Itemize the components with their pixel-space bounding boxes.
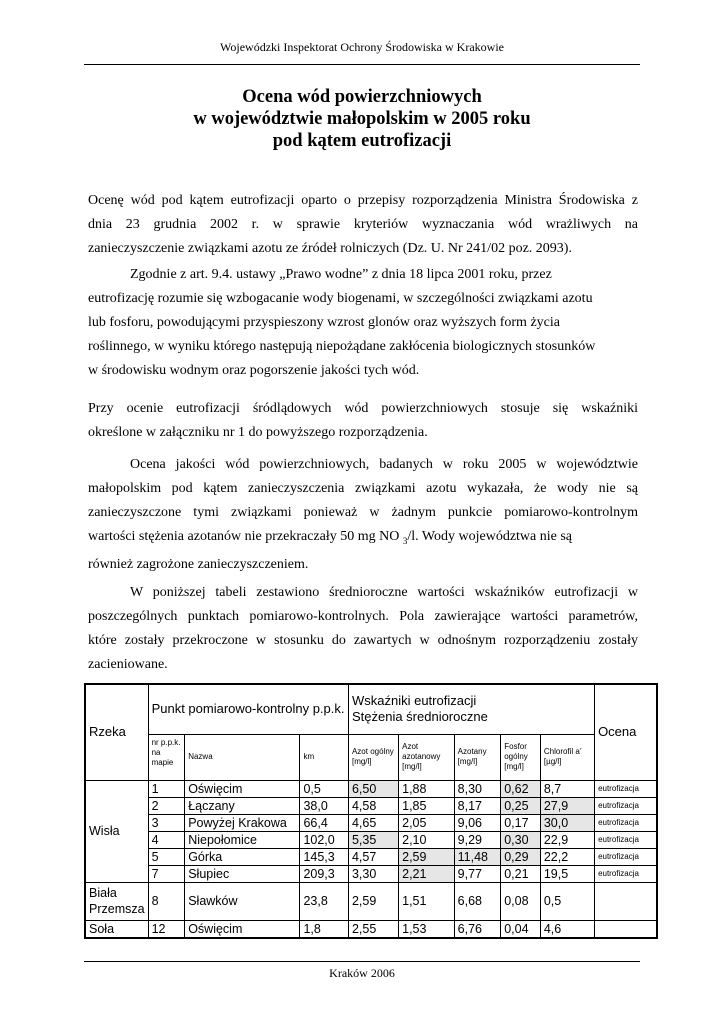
cell-azot-ogolny: 4,58 bbox=[348, 797, 398, 814]
cell-fosfor: 0,29 bbox=[501, 848, 541, 865]
cell-azotany: 8,30 bbox=[454, 780, 501, 797]
cell-azotany: 9,77 bbox=[454, 865, 501, 882]
paragraph-4-line: Ocena jakości wód powierzchniowych, badanych w roku 2005 w województwie bbox=[130, 457, 638, 472]
table-row bbox=[85, 831, 657, 848]
table-row bbox=[85, 848, 657, 865]
cell-azot-azotanowy: 2,05 bbox=[399, 814, 455, 831]
cell-azotany: 6,68 bbox=[454, 882, 501, 920]
paragraph-3-line: określone w załączniku nr 1 do powyższego rozporządzenia. bbox=[88, 425, 428, 440]
cell-azotany: 9,06 bbox=[454, 814, 501, 831]
cell-nr: 3 bbox=[148, 814, 185, 831]
cell-nazwa: Słupiec bbox=[185, 865, 300, 882]
cell-azot-ogolny: 2,55 bbox=[348, 920, 398, 938]
cell-chlorofil: 4,6 bbox=[540, 920, 594, 938]
paragraph-3-line: Przy ocenie eutrofizacji śródlądowych wód powierzchniowych stosuje się wskaźniki bbox=[88, 401, 638, 416]
cell-ocena: eutrofizacja bbox=[595, 831, 657, 848]
header-azot-azotanowy: Azot azotanowy [mg/l] bbox=[399, 734, 455, 780]
title-line-1: Ocena wód powierzchniowych bbox=[242, 87, 482, 107]
header-azot-ogolny: Azot ogólny [mg/l] bbox=[348, 734, 398, 780]
cell-azot-ogolny: 3,30 bbox=[348, 865, 398, 882]
header-km: km bbox=[300, 734, 349, 780]
header-wskazniki bbox=[348, 684, 594, 734]
cell-fosfor: 0,30 bbox=[501, 831, 541, 848]
river-wisla: Wisła bbox=[85, 780, 148, 882]
cell-chlorofil: 8,7 bbox=[540, 780, 594, 797]
paragraph-2-line: roślinnego, w wyniku którego następują niepożądane zakłócenia biologicznych stosunków bbox=[88, 339, 596, 354]
cell-nr: 7 bbox=[148, 865, 185, 882]
header-fosfor: Fosfor ogólny [mg/l] bbox=[501, 734, 541, 780]
cell-fosfor: 0,21 bbox=[501, 865, 541, 882]
paragraph-1-line: zanieczyszczenie związkami azotu ze źródeł rolniczych (Dz. U. Nr 241/02 poz. 2093). bbox=[88, 241, 572, 256]
cell-azot-azotanowy: 1,51 bbox=[399, 882, 455, 920]
no3-text: wartości stężenia azotanów nie przekraczały 50 mg NO $_3$/l. Wody województwa nie są bbox=[88, 529, 573, 546]
cell-nazwa: Powyżej Krakowa bbox=[185, 814, 300, 831]
cell-azot-azotanowy: 1,88 bbox=[399, 780, 455, 797]
paragraph-4-line: małopolskim pod kątem zanieczyszczenia związkami azotu wykazała, że wody nie są bbox=[88, 481, 638, 496]
table-row bbox=[85, 865, 657, 882]
paragraph-3 bbox=[88, 397, 638, 445]
cell-ocena: eutrofizacja bbox=[595, 780, 657, 797]
cell-km: 23,8 bbox=[300, 882, 349, 920]
cell-chlorofil: 27,9 bbox=[540, 797, 594, 814]
cell-nr: 1 bbox=[148, 780, 185, 797]
paragraph-4-line: również zagrożone zanieczyszczeniem. bbox=[88, 556, 309, 572]
header-rzeka: Rzeka bbox=[85, 684, 148, 780]
paragraph-1-line: Ocenę wód pod kątem eutrofizacji oparto o przepisy rozporządzenia Ministra Środowiska z bbox=[88, 193, 638, 208]
cell-nr: 2 bbox=[148, 797, 185, 814]
cell-azotany: 6,76 bbox=[454, 920, 501, 938]
table-row bbox=[85, 920, 657, 938]
cell-fosfor: 0,62 bbox=[501, 780, 541, 797]
river-biala-przemsza: Biała Przemsza bbox=[85, 882, 148, 920]
cell-nazwa: Łączany bbox=[185, 797, 300, 814]
title-line-3: pod kątem eutrofizacji bbox=[272, 131, 452, 151]
header-ocena: Ocena bbox=[595, 684, 657, 780]
cell-azotany: 9,29 bbox=[454, 831, 501, 848]
cell-chlorofil: 19,5 bbox=[540, 865, 594, 882]
cell-ocena: eutrofizacja bbox=[595, 865, 657, 882]
cell-nazwa: Sławków bbox=[185, 882, 300, 920]
cell-azot-ogolny: 4,57 bbox=[348, 848, 398, 865]
cell-nazwa: Niepołomice bbox=[185, 831, 300, 848]
cell-fosfor: 0,08 bbox=[501, 882, 541, 920]
table-row bbox=[85, 780, 657, 797]
table-row bbox=[85, 814, 657, 831]
cell-ocena: eutrofizacja bbox=[595, 848, 657, 865]
eutrophication-table bbox=[84, 683, 658, 939]
page-header: Wojewódzki Inspektorat Ochrony Środowiska w Krakowie bbox=[220, 40, 504, 54]
cell-azot-ogolny: 4,65 bbox=[348, 814, 398, 831]
cell-azot-ogolny: 5,35 bbox=[348, 831, 398, 848]
cell-chlorofil: 22,9 bbox=[540, 831, 594, 848]
header-chlorofil: Chlorofil a’ [µg/l] bbox=[540, 734, 594, 780]
cell-fosfor: 0,25 bbox=[501, 797, 541, 814]
header-stezenia-label: Stężenia średnioroczne bbox=[351, 709, 488, 725]
cell-azot-azotanowy: 2,59 bbox=[399, 848, 455, 865]
paragraph-5-line: W poniższej tabeli zestawiono średnioroczne wartości wskaźników eutrofizacji w bbox=[130, 585, 638, 600]
paragraph-5-line: które zostały przekroczone w stosunku do zawartych w odnośnym rozporządzeniu zostały bbox=[88, 633, 638, 648]
cell-km: 145,3 bbox=[300, 848, 349, 865]
paragraph-2-line: w środowisku wodnym oraz pogorszenie jakości tych wód. bbox=[88, 363, 420, 378]
cell-nr: 12 bbox=[148, 920, 185, 938]
table-row bbox=[85, 882, 657, 920]
paragraph-1-line: dnia 23 grudnia 2002 r. w sprawie kryteriów wyznaczania wód wrażliwych na bbox=[88, 217, 638, 232]
cell-azotany: 11,48 bbox=[454, 848, 501, 865]
cell-chlorofil: 0,5 bbox=[540, 882, 594, 920]
footer-rule bbox=[84, 961, 640, 962]
cell-ocena bbox=[595, 920, 657, 938]
cell-azot-azotanowy: 2,10 bbox=[399, 831, 455, 848]
cell-azot-azotanowy: 1,53 bbox=[399, 920, 455, 938]
cell-km: 38,0 bbox=[300, 797, 349, 814]
cell-azot-ogolny: 2,59 bbox=[348, 882, 398, 920]
cell-nazwa: Górka bbox=[185, 848, 300, 865]
cell-fosfor: 0,17 bbox=[501, 814, 541, 831]
cell-azot-azotanowy: 2,21 bbox=[399, 865, 455, 882]
paragraph-4 bbox=[88, 453, 638, 577]
paragraph-5-line: poszczególnych punktach pomiarowo-kontrolnych. Pola zawierające wartości parametrów, bbox=[88, 609, 638, 624]
paragraph-2-line: lub fosforu, powodującymi przyspieszony wzrost glonów oraz wyższych form życia bbox=[88, 315, 560, 330]
header-rule bbox=[84, 64, 640, 65]
paragraph-5 bbox=[88, 581, 638, 677]
cell-azotany: 8,17 bbox=[454, 797, 501, 814]
paragraph-1 bbox=[88, 189, 638, 261]
cell-km: 102,0 bbox=[300, 831, 349, 848]
river-sola: Soła bbox=[85, 920, 148, 938]
cell-azot-azotanowy: 1,85 bbox=[399, 797, 455, 814]
paragraph-2-line: Zgodnie z art. 9.4. ustawy „Prawo wodne” z dnia 18 lipca 2001 roku, przez bbox=[130, 267, 552, 282]
cell-nr: 5 bbox=[148, 848, 185, 865]
cell-nr: 8 bbox=[148, 882, 185, 920]
cell-azot-ogolny: 6,50 bbox=[348, 780, 398, 797]
cell-chlorofil: 22,2 bbox=[540, 848, 594, 865]
paragraph-2 bbox=[88, 263, 638, 383]
header-azotany: Azotany [mg/l] bbox=[454, 734, 501, 780]
cell-km: 1,8 bbox=[300, 920, 349, 938]
paragraph-4-line: zanieczyszczone tymi związkami ponieważ w żadnym punkcie pomiarowo-kontrolnym bbox=[88, 505, 638, 520]
cell-nazwa: Oświęcim bbox=[185, 780, 300, 797]
page-footer: Kraków 2006 bbox=[329, 966, 395, 980]
paragraph-5-line: zacieniowane. bbox=[88, 657, 168, 672]
cell-fosfor: 0,04 bbox=[501, 920, 541, 938]
header-wskazniki-label: Wskaźniki eutrofizacji bbox=[351, 693, 477, 709]
paragraph-2-line: eutrofizację rozumie się wzbogacanie wody biogenami, w szczególności związkami azotu bbox=[88, 291, 593, 306]
cell-km: 0,5 bbox=[300, 780, 349, 797]
document-title bbox=[84, 86, 640, 152]
cell-km: 209,3 bbox=[300, 865, 349, 882]
paragraph-4-line bbox=[88, 525, 638, 553]
cell-nr: 4 bbox=[148, 831, 185, 848]
cell-nazwa: Oświęcim bbox=[185, 920, 300, 938]
cell-ocena: eutrofizacja bbox=[595, 814, 657, 831]
cell-ocena bbox=[595, 882, 657, 920]
cell-ocena: eutrofizacja bbox=[595, 797, 657, 814]
table-row bbox=[85, 797, 657, 814]
title-line-2: w województwie małopolskim w 2005 roku bbox=[193, 109, 531, 129]
header-nr: nr p.p.k. na mapie bbox=[148, 734, 185, 780]
header-nazwa: Nazwa bbox=[185, 734, 300, 780]
cell-chlorofil: 30,0 bbox=[540, 814, 594, 831]
header-punkt: Punkt pomiarowo-kontrolny p.p.k. bbox=[148, 684, 348, 734]
cell-km: 66,4 bbox=[300, 814, 349, 831]
